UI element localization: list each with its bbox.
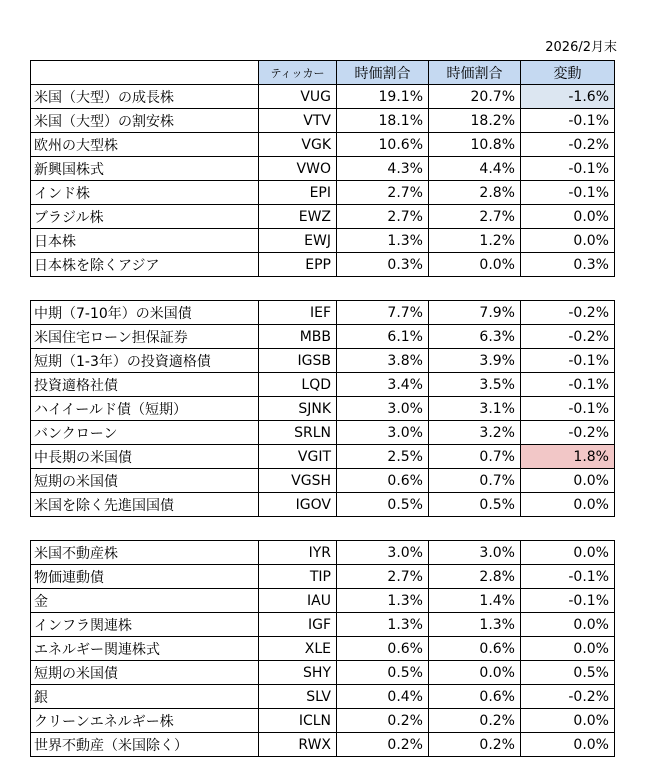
- asset-name-cell: 米国不動産株: [31, 541, 259, 565]
- ticker-cell: IGSB: [259, 349, 337, 373]
- asset-name-cell: 投資適格社債: [31, 373, 259, 397]
- spacer-cell: [31, 277, 615, 301]
- asset-name-cell: バンクローン: [31, 421, 259, 445]
- market-share-1-cell: 3.0%: [337, 541, 429, 565]
- asset-name-cell: 中期（7-10年）の米国債: [31, 301, 259, 325]
- table-row: [31, 349, 615, 373]
- asset-name-cell: 銀: [31, 685, 259, 709]
- change-cell: 0.0%: [521, 469, 615, 493]
- change-cell: 0.0%: [521, 637, 615, 661]
- header-ticker: ティッカー: [259, 61, 337, 85]
- change-cell: 1.8%: [521, 445, 615, 469]
- change-cell: -0.1%: [521, 349, 615, 373]
- ticker-cell: SHY: [259, 661, 337, 685]
- ticker-cell: VWO: [259, 157, 337, 181]
- table-row: [31, 445, 615, 469]
- market-share-1-cell: 3.0%: [337, 421, 429, 445]
- table-row: [31, 157, 615, 181]
- market-share-1-cell: 4.3%: [337, 157, 429, 181]
- market-share-1-cell: 0.4%: [337, 685, 429, 709]
- asset-name-cell: 物価連動債: [31, 565, 259, 589]
- market-share-1-cell: 6.1%: [337, 325, 429, 349]
- asset-name-cell: 米国（大型）の割安株: [31, 109, 259, 133]
- table-body: [31, 85, 615, 757]
- market-share-1-cell: 3.8%: [337, 349, 429, 373]
- asset-name-cell: ブラジル株: [31, 205, 259, 229]
- market-share-2-cell: 20.7%: [429, 85, 521, 109]
- market-share-1-cell: 2.7%: [337, 565, 429, 589]
- market-share-2-cell: 3.9%: [429, 349, 521, 373]
- market-share-2-cell: 3.0%: [429, 541, 521, 565]
- market-share-1-cell: 18.1%: [337, 109, 429, 133]
- table-row: [31, 661, 615, 685]
- market-share-2-cell: 3.5%: [429, 373, 521, 397]
- table-row: [31, 373, 615, 397]
- table-header: [31, 61, 615, 85]
- asset-name-cell: インフラ関連株: [31, 613, 259, 637]
- change-cell: -0.1%: [521, 565, 615, 589]
- ticker-cell: VGIT: [259, 445, 337, 469]
- market-share-1-cell: 1.3%: [337, 229, 429, 253]
- ticker-cell: IAU: [259, 589, 337, 613]
- table-row: [31, 637, 615, 661]
- ticker-cell: TIP: [259, 565, 337, 589]
- table-row: [31, 133, 615, 157]
- ticker-cell: SRLN: [259, 421, 337, 445]
- market-share-1-cell: 0.5%: [337, 661, 429, 685]
- header-blank-cell: [31, 61, 259, 85]
- header-market-share-2: 時価割合: [429, 61, 521, 85]
- market-share-1-cell: 0.6%: [337, 469, 429, 493]
- asset-name-cell: 米国を除く先進国国債: [31, 493, 259, 517]
- market-share-1-cell: 0.5%: [337, 493, 429, 517]
- change-cell: -0.1%: [521, 157, 615, 181]
- market-share-2-cell: 0.7%: [429, 445, 521, 469]
- change-cell: 0.0%: [521, 709, 615, 733]
- table-row: [31, 589, 615, 613]
- change-cell: 0.3%: [521, 253, 615, 277]
- table-row: [31, 541, 615, 565]
- ticker-cell: VTV: [259, 109, 337, 133]
- table-row: [31, 613, 615, 637]
- header-market-share-1: 時価割合: [337, 61, 429, 85]
- ticker-cell: VGSH: [259, 469, 337, 493]
- change-cell: -0.1%: [521, 373, 615, 397]
- ticker-cell: RWX: [259, 733, 337, 757]
- asset-name-cell: 日本株を除くアジア: [31, 253, 259, 277]
- group-spacer: [31, 517, 615, 541]
- change-cell: 0.0%: [521, 493, 615, 517]
- market-share-2-cell: 7.9%: [429, 301, 521, 325]
- change-cell: -0.1%: [521, 589, 615, 613]
- ticker-cell: IGF: [259, 613, 337, 637]
- market-share-2-cell: 6.3%: [429, 325, 521, 349]
- asset-name-cell: 世界不動産（米国除く）: [31, 733, 259, 757]
- market-share-2-cell: 0.2%: [429, 709, 521, 733]
- table-row: [31, 685, 615, 709]
- change-cell: -0.2%: [521, 685, 615, 709]
- market-share-2-cell: 2.8%: [429, 565, 521, 589]
- market-share-1-cell: 0.2%: [337, 709, 429, 733]
- asset-name-cell: 米国住宅ローン担保証券: [31, 325, 259, 349]
- market-share-2-cell: 3.1%: [429, 397, 521, 421]
- market-share-1-cell: 3.0%: [337, 397, 429, 421]
- asset-name-cell: 短期（1-3年）の投資適格債: [31, 349, 259, 373]
- table-row: [31, 469, 615, 493]
- asset-name-cell: ハイイールド債（短期）: [31, 397, 259, 421]
- market-share-1-cell: 7.7%: [337, 301, 429, 325]
- ticker-cell: SLV: [259, 685, 337, 709]
- market-share-2-cell: 18.2%: [429, 109, 521, 133]
- asset-name-cell: 短期の米国債: [31, 469, 259, 493]
- table-row: [31, 565, 615, 589]
- header-change: 変動: [521, 61, 615, 85]
- asset-name-cell: エネルギー関連株式: [31, 637, 259, 661]
- table-row: [31, 205, 615, 229]
- market-share-1-cell: 0.3%: [337, 253, 429, 277]
- table-row: [31, 301, 615, 325]
- group-spacer: [31, 277, 615, 301]
- ticker-cell: VGK: [259, 133, 337, 157]
- market-share-2-cell: 0.6%: [429, 637, 521, 661]
- table-row: [31, 733, 615, 757]
- date-label: 2026/2月末: [545, 40, 617, 55]
- table-row: [31, 325, 615, 349]
- market-share-1-cell: 19.1%: [337, 85, 429, 109]
- market-share-1-cell: 0.2%: [337, 733, 429, 757]
- asset-name-cell: 中長期の米国債: [31, 445, 259, 469]
- table-row: [31, 253, 615, 277]
- change-cell: -0.1%: [521, 397, 615, 421]
- market-share-1-cell: 1.3%: [337, 589, 429, 613]
- ticker-cell: EWZ: [259, 205, 337, 229]
- market-share-2-cell: 0.0%: [429, 661, 521, 685]
- market-share-2-cell: 3.2%: [429, 421, 521, 445]
- asset-name-cell: 新興国株式: [31, 157, 259, 181]
- table-row: [31, 493, 615, 517]
- market-share-2-cell: 0.5%: [429, 493, 521, 517]
- change-cell: -0.2%: [521, 421, 615, 445]
- ticker-cell: MBB: [259, 325, 337, 349]
- table-row: [31, 397, 615, 421]
- ticker-cell: IGOV: [259, 493, 337, 517]
- asset-name-cell: 欧州の大型株: [31, 133, 259, 157]
- market-share-2-cell: 1.2%: [429, 229, 521, 253]
- ticker-cell: LQD: [259, 373, 337, 397]
- market-share-2-cell: 0.2%: [429, 733, 521, 757]
- ticker-cell: IYR: [259, 541, 337, 565]
- ticker-cell: EPI: [259, 181, 337, 205]
- asset-name-cell: インド株: [31, 181, 259, 205]
- change-cell: 0.0%: [521, 733, 615, 757]
- market-share-2-cell: 0.6%: [429, 685, 521, 709]
- ticker-cell: SJNK: [259, 397, 337, 421]
- asset-name-cell: 短期の米国債: [31, 661, 259, 685]
- asset-name-cell: クリーンエネルギー株: [31, 709, 259, 733]
- change-cell: -0.1%: [521, 109, 615, 133]
- ticker-cell: VUG: [259, 85, 337, 109]
- change-cell: 0.5%: [521, 661, 615, 685]
- spacer-cell: [31, 517, 615, 541]
- market-share-2-cell: 4.4%: [429, 157, 521, 181]
- change-cell: -0.2%: [521, 133, 615, 157]
- change-cell: -0.1%: [521, 181, 615, 205]
- market-share-2-cell: 10.8%: [429, 133, 521, 157]
- market-share-1-cell: 3.4%: [337, 373, 429, 397]
- table-row: [31, 229, 615, 253]
- market-share-1-cell: 0.6%: [337, 637, 429, 661]
- market-share-2-cell: 0.7%: [429, 469, 521, 493]
- table-row: [31, 181, 615, 205]
- table-row: [31, 109, 615, 133]
- asset-name-cell: 日本株: [31, 229, 259, 253]
- market-share-2-cell: 2.8%: [429, 181, 521, 205]
- header-row: [31, 61, 615, 85]
- market-share-1-cell: 10.6%: [337, 133, 429, 157]
- change-cell: 0.0%: [521, 205, 615, 229]
- market-share-2-cell: 0.0%: [429, 253, 521, 277]
- table-row: [31, 709, 615, 733]
- market-share-1-cell: 2.7%: [337, 205, 429, 229]
- ticker-cell: EPP: [259, 253, 337, 277]
- ticker-cell: EWJ: [259, 229, 337, 253]
- ticker-cell: IEF: [259, 301, 337, 325]
- change-cell: -0.2%: [521, 325, 615, 349]
- table-row: [31, 421, 615, 445]
- change-cell: 0.0%: [521, 229, 615, 253]
- change-cell: 0.0%: [521, 541, 615, 565]
- change-cell: 0.0%: [521, 613, 615, 637]
- change-cell: -1.6%: [521, 85, 615, 109]
- market-share-2-cell: 1.4%: [429, 589, 521, 613]
- market-share-1-cell: 1.3%: [337, 613, 429, 637]
- market-share-1-cell: 2.7%: [337, 181, 429, 205]
- asset-name-cell: 米国（大型）の成長株: [31, 85, 259, 109]
- change-cell: -0.2%: [521, 301, 615, 325]
- market-share-2-cell: 1.3%: [429, 613, 521, 637]
- allocation-table: [30, 60, 615, 757]
- ticker-cell: XLE: [259, 637, 337, 661]
- ticker-cell: ICLN: [259, 709, 337, 733]
- market-share-1-cell: 2.5%: [337, 445, 429, 469]
- asset-name-cell: 金: [31, 589, 259, 613]
- table-row: [31, 85, 615, 109]
- market-share-2-cell: 2.7%: [429, 205, 521, 229]
